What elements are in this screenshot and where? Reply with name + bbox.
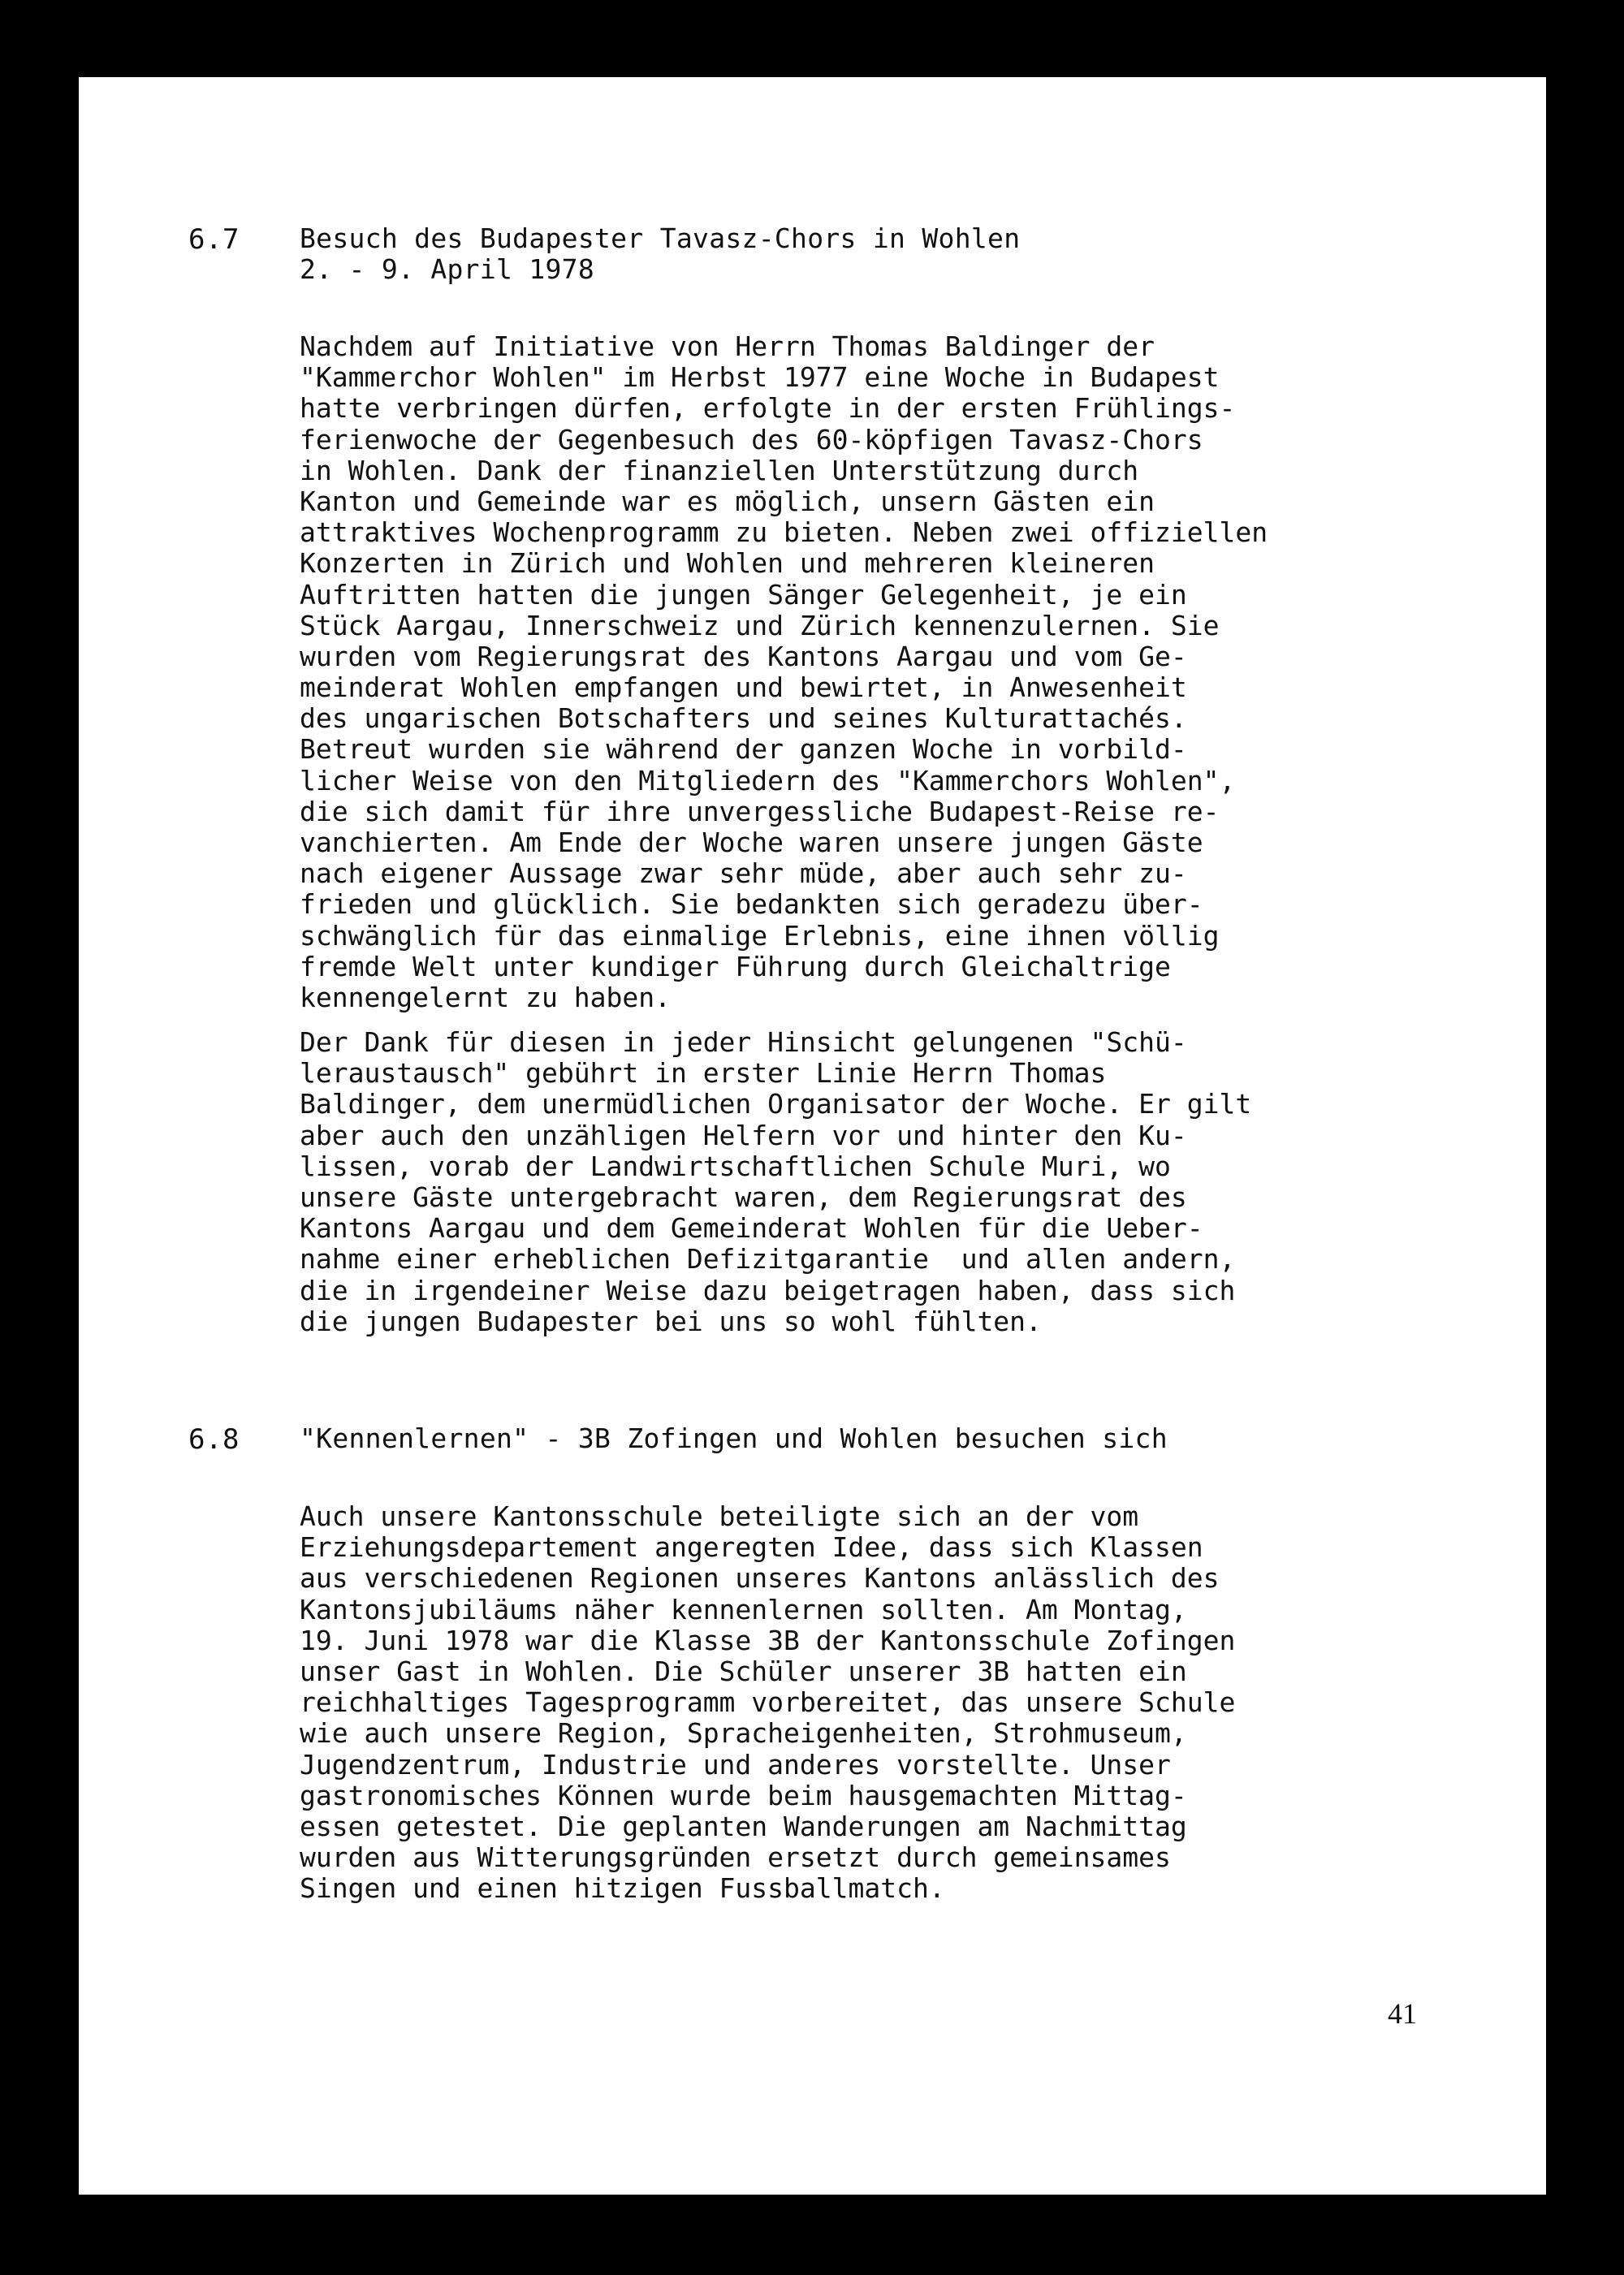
text-line: essen getestet. Die geplanten Wanderungen am Nachmittag xyxy=(300,1810,1187,1842)
text-line: meinderat Wohlen empfangen und bewirtet, in Anwesenheit xyxy=(300,671,1187,704)
text-line: wurden vom Regierungsrat des Kantons Aargau und vom Ge- xyxy=(300,640,1187,672)
text-line: unsere Gäste untergebracht waren, dem Regierungsrat des xyxy=(300,1181,1187,1213)
text-line: "Kammerchor Wohlen" im Herbst 1977 eine Woche in Budapest xyxy=(300,361,1220,394)
text-line: Kanton und Gemeinde war es möglich, unsern Gästen ein xyxy=(300,485,1155,517)
text-line: vanchierten. Am Ende der Woche waren unsere jungen Gäste xyxy=(300,827,1203,858)
paragraph xyxy=(300,1027,1251,1337)
text-line: Auch unsere Kantonsschule beteiligte sich an der vom xyxy=(300,1500,1139,1532)
text-line: Der Dank für diesen in jeder Hinsicht gelungenen "Schü- xyxy=(300,1026,1187,1058)
section-title-line: Besuch des Budapester Tavasz-Chors in Wohlen xyxy=(300,222,1021,254)
text-line: kennengelernt zu haben. xyxy=(300,981,671,1013)
text-line: Erziehungsdepartement angeregten Idee, dass sich Klassen xyxy=(300,1531,1203,1564)
text-line: des ungarischen Botschafters und seines Kulturattachés. xyxy=(300,702,1187,735)
text-line: licher Weise von den Mitgliedern des "Kammerchors Wohlen", xyxy=(300,764,1236,796)
text-line: 19. Juni 1978 war die Klasse 3B der Kantonsschule Zofingen xyxy=(300,1624,1236,1656)
text-line: lissen, vorab der Landwirtschaftlichen Schule Muri, wo xyxy=(300,1150,1171,1182)
document-page xyxy=(79,77,1546,2195)
section-title-line: "Kennenlernen" - 3B Zofingen und Wohlen besuchen sich xyxy=(300,1422,1168,1454)
text-line: gastronomisches Können wurde beim hausgemachten Mittag- xyxy=(300,1779,1187,1811)
text-line: ferienwoche der Gegenbesuch des 60-köpfigen Tavasz-Chors xyxy=(300,423,1203,455)
text-line: Kantons Aargau und dem Gemeinderat Wohlen für die Ueber- xyxy=(300,1212,1203,1245)
text-line: attraktives Wochenprogramm zu bieten. Neben zwei offiziellen xyxy=(300,516,1268,549)
text-line: nahme einer erheblichen Defizitgarantie und allen andern, xyxy=(300,1243,1236,1276)
text-line: hatte verbringen dürfen, erfolgte in der ersten Frühlings- xyxy=(300,392,1236,425)
text-line: Nachdem auf Initiative von Herrn Thomas Baldinger der xyxy=(300,330,1155,362)
text-line: unser Gast in Wohlen. Die Schüler unserer 3B hatten ein xyxy=(300,1655,1187,1687)
text-line: nach eigener Aussage zwar sehr müde, aber auch sehr zu- xyxy=(300,857,1187,890)
text-line: fremde Welt unter kundiger Führung durch Gleichaltrige xyxy=(300,950,1171,982)
section-number: 6.8 xyxy=(188,1423,240,1456)
text-line: leraustausch" gebührt in erster Linie Herrn Thomas xyxy=(300,1057,1107,1090)
paragraph xyxy=(300,1501,1235,1904)
text-line: schwänglich für das einmalige Erlebnis, eine ihnen völlig xyxy=(300,919,1220,952)
text-line: reichhaltiges Tagesprogramm vorbereitet, das unsere Schule xyxy=(300,1686,1236,1719)
text-line: Kantonsjubiläums näher kennenlernen sollten. Am Montag, xyxy=(300,1593,1187,1625)
text-line: Singen und einen hitzigen Fussballmatch. xyxy=(300,1872,945,1905)
text-line: die sich damit für ihre unvergessliche Budapest-Reise re- xyxy=(300,795,1220,827)
section-title xyxy=(300,1423,1168,1454)
text-line: Baldinger, dem unermüdlichen Organisator der Woche. Er gilt xyxy=(300,1088,1252,1120)
text-line: Konzerten in Zürich und Wohlen und mehreren kleineren xyxy=(300,547,1155,580)
page-number: 41 xyxy=(1388,1997,1417,2030)
section-title-line: 2. - 9. April 1978 xyxy=(300,253,595,286)
text-line: Betreut wurden sie während der ganzen Woche in vorbild- xyxy=(300,733,1187,766)
section-number: 6.7 xyxy=(188,223,240,256)
section-title xyxy=(300,223,1020,285)
text-line: wie auch unsere Region, Spracheigenheiten, Strohmuseum, xyxy=(300,1717,1187,1750)
text-line: frieden und glücklich. Sie bedankten sich geradezu über- xyxy=(300,888,1203,921)
paragraph xyxy=(300,331,1268,1013)
text-line: aus verschiedenen Regionen unseres Kantons anlässlich des xyxy=(300,1562,1220,1595)
text-line: in Wohlen. Dank der finanziellen Unterstützung durch xyxy=(300,454,1139,486)
text-line: die jungen Budapester bei uns so wohl fühlten. xyxy=(300,1305,1042,1337)
text-line: wurden aus Witterungsgründen ersetzt durch gemeinsames xyxy=(300,1841,1171,1874)
text-line: Auftritten hatten die jungen Sänger Gelegenheit, je ein xyxy=(300,578,1187,611)
text-line: Stück Aargau, Innerschweiz und Zürich kennenzulernen. Sie xyxy=(300,609,1220,641)
text-line: Jugendzentrum, Industrie und anderes vorstellte. Unser xyxy=(300,1748,1171,1781)
text-line: aber auch den unzähligen Helfern vor und hinter den Ku- xyxy=(300,1119,1187,1151)
text-line: die in irgendeiner Weise dazu beigetragen haben, dass sich xyxy=(300,1274,1236,1306)
